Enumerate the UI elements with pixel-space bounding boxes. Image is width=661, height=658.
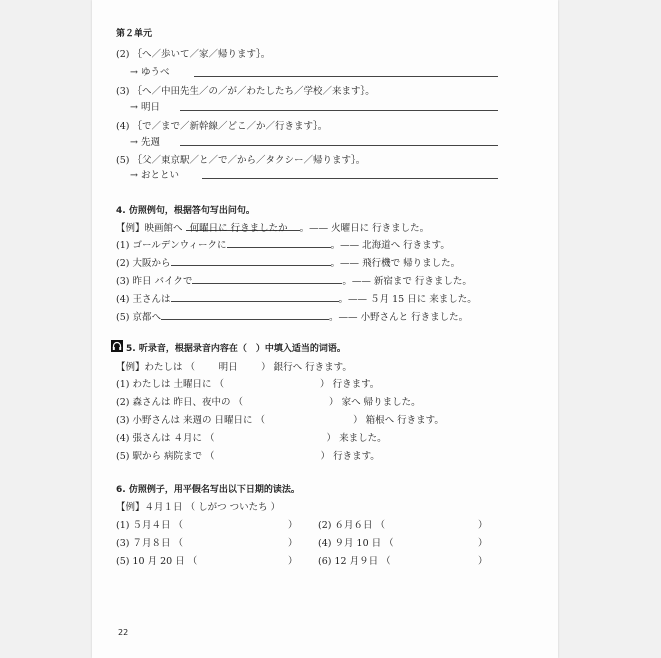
section6-title: 6. 仿照例子，用平假名写出以下日期的读法。 bbox=[116, 485, 300, 495]
s6-item-close: ） bbox=[288, 520, 298, 531]
answer-line[interactable] bbox=[202, 178, 498, 179]
s4-item: (1) ゴールデンウィークに 。—— 北海道へ 行きます。 bbox=[116, 237, 450, 251]
s4-item: (5) 京都へ 。—— 小野さんと 行きました。 bbox=[116, 309, 468, 323]
page-number: 22 bbox=[118, 628, 129, 637]
s5-example: 【例】わたしは （ 明日 ） 銀行へ 行きます。 bbox=[116, 359, 352, 373]
s6-item: (3) ７月８日 （ bbox=[116, 538, 184, 549]
s6-item: (5) 10 月 20 日 （ bbox=[116, 556, 198, 567]
s3-item-4: (4) ｛で／まで／新幹線／どこ／か／行きます｝。 bbox=[116, 121, 328, 132]
answer-line[interactable] bbox=[180, 110, 498, 111]
s6-example: 【例】４月１日 （ しがつ ついたち ） bbox=[116, 502, 281, 513]
answer-blank[interactable] bbox=[192, 273, 342, 284]
s3-item-3: (3) ｛へ／中田先生／の／が／わたしたち／学校／来ます｝。 bbox=[116, 86, 375, 97]
s3-answer-2: → ゆうべ bbox=[130, 67, 170, 78]
answer-blank[interactable] bbox=[161, 309, 329, 320]
unit-header: 第２单元 bbox=[116, 29, 153, 39]
s4-example: 【例】映画館へ 何曜日に 行きましたか 。—— 火曜日に 行きました。 bbox=[116, 220, 429, 234]
s5-item: (3) 小野さんは 来週の 日曜日に （ ） 箱根へ 行きます。 bbox=[116, 415, 444, 426]
s6-item-close: ） bbox=[478, 538, 488, 549]
answer-line[interactable] bbox=[194, 76, 498, 77]
s3-answer-3: → 明日 bbox=[130, 102, 161, 113]
headphone-icon bbox=[111, 340, 123, 352]
s6-item: (1) ５月４日 （ bbox=[116, 520, 184, 531]
s3-item-5: (5) ｛父／東京駅／と／で／から／タクシー／帰ります｝。 bbox=[116, 155, 366, 166]
s6-item-close: ） bbox=[288, 556, 298, 567]
section5-title: 5. 听录音，根据录音内容在（ ）中填入适当的词语。 bbox=[126, 344, 346, 354]
answer-line[interactable] bbox=[180, 145, 498, 146]
s3-item-2: (2) ｛へ／歩いて／家／帰ります｝。 bbox=[116, 49, 271, 60]
answer-blank[interactable] bbox=[171, 291, 339, 302]
s6-item-close: ） bbox=[478, 520, 488, 531]
example-answer: 何曜日に 行きましたか bbox=[186, 220, 300, 231]
s5-item: (5) 駅から 病院まで （ ） 行きます。 bbox=[116, 451, 380, 462]
answer-blank[interactable] bbox=[171, 255, 331, 266]
example-fill: 明日 bbox=[218, 362, 238, 373]
s6-item: (4) ９月 10 日 （ bbox=[318, 538, 394, 549]
s3-answer-5: → おととい bbox=[130, 170, 180, 181]
s4-item: (4) 王さんは 。—— ５月 15 日に 来ました。 bbox=[116, 291, 477, 305]
s4-item: (2) 大阪から 。—— 飛行機で 帰りました。 bbox=[116, 255, 460, 269]
s6-item: (2) ６月６日 （ bbox=[318, 520, 386, 531]
s5-item: (2) 森さんは 昨日、夜中の （ ） 家へ 帰りました。 bbox=[116, 397, 421, 408]
s6-item-close: ） bbox=[478, 556, 488, 567]
s3-answer-4: → 先週 bbox=[130, 137, 161, 148]
s4-item: (3) 昨日 バイクで 。—— 新宿まで 行きました。 bbox=[116, 273, 472, 287]
s5-item: (1) わたしは 土曜日に （ ） 行きます。 bbox=[116, 379, 380, 390]
s6-item: (6) 12 月９日 （ bbox=[318, 556, 391, 567]
answer-blank[interactable] bbox=[227, 237, 331, 248]
s5-item: (4) 張さんは ４月に （ ） 来ました。 bbox=[116, 433, 387, 444]
s6-item-close: ） bbox=[288, 538, 298, 549]
textbook-page bbox=[92, 0, 558, 658]
section4-title: 4. 仿照例句，根据答句写出问句。 bbox=[116, 206, 255, 216]
